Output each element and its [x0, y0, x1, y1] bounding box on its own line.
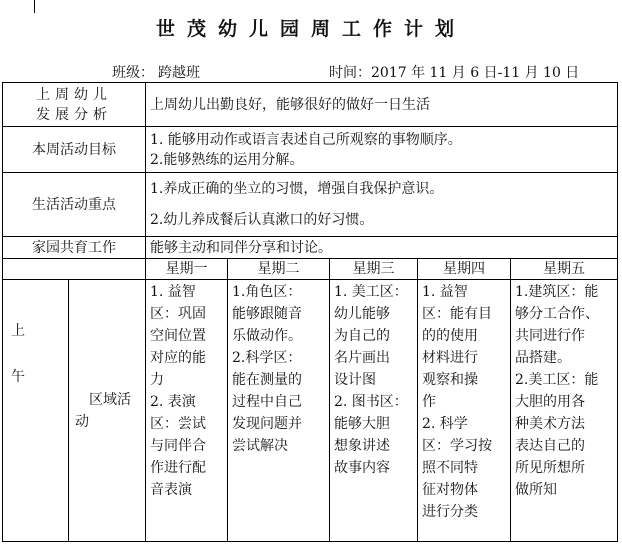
- page-title: 世茂幼儿园周工作计划: [155, 18, 466, 40]
- family-content: 能够主动和同伴分享和讨论。: [146, 237, 618, 259]
- morning-label: 上 午: [3, 280, 69, 542]
- class-info: [112, 62, 236, 83]
- weekday-header-row: [3, 259, 618, 280]
- last-week-label: 上周幼儿 发展分析: [3, 83, 146, 127]
- life-focus-content: 1.养成正确的坐立的习惯，增强自我保护意识。 2.幼儿养成餐后认真漱口的好习惯。: [146, 173, 618, 237]
- weekday-header-blank: [3, 259, 146, 280]
- day-thursday: 星期四: [418, 259, 511, 280]
- morning-row: [3, 280, 618, 542]
- week-goal-label: 本周活动目标: [3, 127, 146, 173]
- family-row: [3, 237, 618, 259]
- last-week-row: [3, 83, 618, 127]
- plan-friday: 1.建筑区：能 够分工合作、 共同进行作 品搭建。 2.美工区：能 大胆的用各 种美术方法 表达自己的 所见所想所 做所知: [511, 280, 618, 542]
- text-cursor: [34, 0, 35, 13]
- plan-monday: 1. 益智 区：巩固 空间位置 对应的能 力 2. 表演 区：尝试 与同伴合 作进行配 音表演: [146, 280, 228, 542]
- family-label: 家园共育工作: [3, 237, 146, 259]
- plan-thursday: 1. 益智 区：能有目 的的使用 材料进行 观察和操 作 2. 科学 区：学习按 照不同特 征对物体 进行分类: [418, 280, 511, 542]
- life-focus-label: 生活活动重点: [3, 173, 146, 237]
- weekly-plan-table: [2, 82, 618, 542]
- class-value: 跨越班: [154, 62, 236, 83]
- plan-wednesday: 1. 美工区： 幼儿能够 为自己的 名片画出 设计图 2. 图书区： 能够大胆 想象讲述 故事内容: [330, 280, 418, 542]
- area-activity-label: 区域活 动: [69, 280, 146, 542]
- day-tuesday: 星期二: [228, 259, 330, 280]
- day-friday: 星期五: [511, 259, 618, 280]
- last-week-analysis: 上周幼儿出勤良好，能够很好的做好一日生活: [146, 83, 618, 127]
- class-label: 班级：: [112, 65, 154, 81]
- week-goal-row: [3, 127, 618, 173]
- day-monday: 星期一: [146, 259, 228, 280]
- time-info: 时间：2017 年 11 月 6 日-11 月 10 日: [329, 65, 580, 81]
- plan-tuesday: 1.角色区： 能够跟随音 乐做动作。 2.科学区： 能在测量的 过程中自己 发现问题并 尝试解决: [228, 280, 330, 542]
- day-wednesday: 星期三: [330, 259, 418, 280]
- life-focus-row: [3, 173, 618, 237]
- week-goal-content: 1. 能够用动作或语言表述自己所观察的事物顺序。 2.能够熟练的运用分解。: [146, 127, 618, 173]
